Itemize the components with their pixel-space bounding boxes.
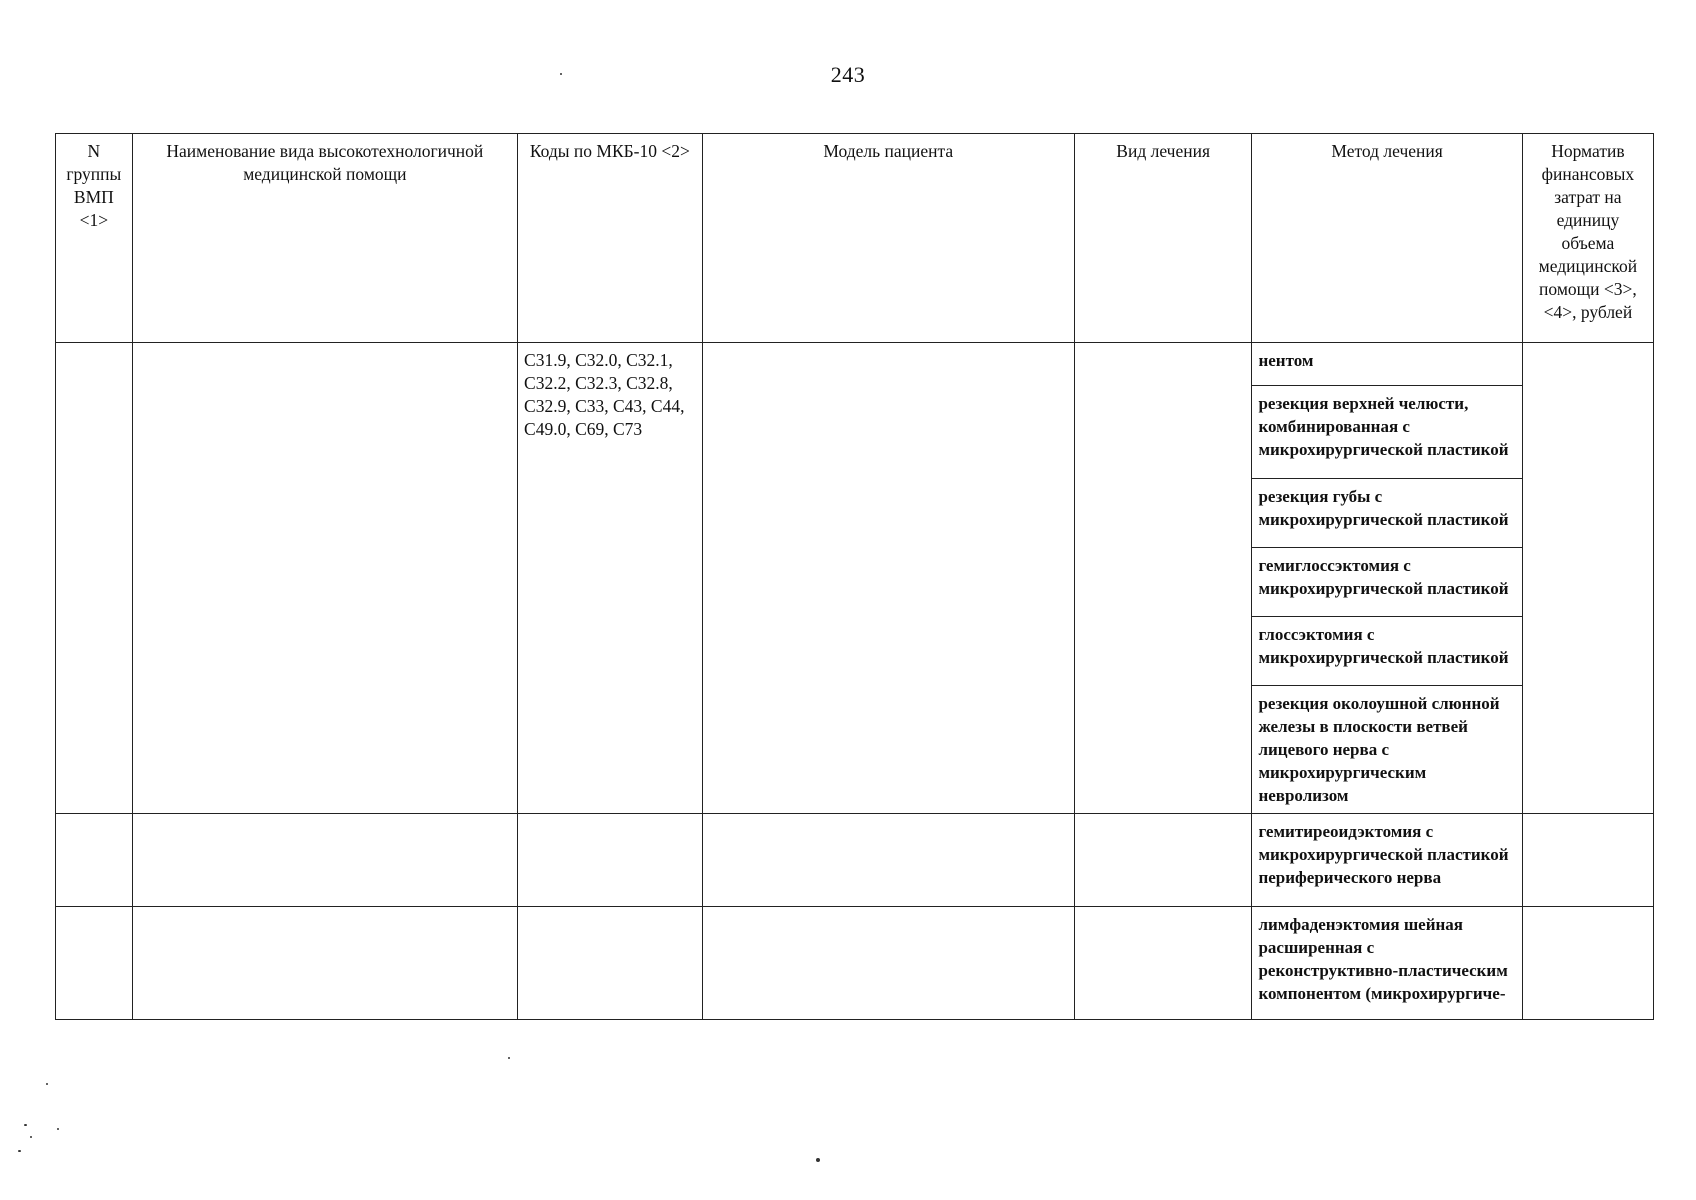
page-number: 243 (830, 62, 866, 87)
scan-speck (560, 73, 562, 75)
header-norm: Норматив финансовых затрат на единицу объема медицинской помощи <3>, <4>, рублей (1522, 134, 1653, 343)
cell-method (1252, 343, 1522, 386)
header-patient-model: Модель пациента (702, 134, 1074, 343)
cell-method (1252, 907, 1522, 1020)
cell-method (1252, 386, 1522, 479)
scan-speck (816, 1158, 820, 1162)
table-row (56, 814, 1654, 907)
table-row (56, 907, 1654, 1020)
header-name: Наименование вида высокотехнологичной медицинской помощи (132, 134, 517, 343)
cell-method (1252, 617, 1522, 686)
cell-n-group (56, 907, 133, 1020)
header-treatment-method: Метод лечения (1252, 134, 1522, 343)
cell-method (1252, 479, 1522, 548)
cell-codes (518, 814, 703, 907)
method-text: резекция верхней челюсти, комбинированная с микрохирургической пластикой (1258, 394, 1509, 459)
scan-speck (57, 1128, 59, 1130)
scan-speck (30, 1136, 32, 1138)
header-codes: Коды по МКБ-10 <2> (518, 134, 703, 343)
cell-method (1252, 548, 1522, 617)
vmp-table (55, 133, 1654, 1020)
cell-name (132, 343, 517, 814)
method-text: лимфаденэктомия шейная расширенная с реконструктивно-пластическим компонентом (микрохирургиче- (1258, 915, 1508, 1003)
cell-name (132, 814, 517, 907)
cell-patient-model (702, 814, 1074, 907)
cell-patient-model (702, 343, 1074, 814)
scan-speck (46, 1083, 48, 1085)
method-text: гемиглоссэктомия с микрохирургической пластикой (1258, 556, 1509, 598)
scan-speck (24, 1124, 27, 1126)
cell-norm (1522, 814, 1653, 907)
cell-patient-model (702, 907, 1074, 1020)
table-row (56, 343, 1654, 386)
method-text: нентом (1258, 351, 1314, 370)
header-treatment-type: Вид лечения (1074, 134, 1252, 343)
cell-treatment-type (1074, 814, 1252, 907)
method-text: резекция околоушной слюнной железы в плоскости ветвей лицевого нерва с микрохирургическим невролизом (1258, 694, 1500, 805)
cell-method (1252, 814, 1522, 907)
scan-speck (508, 1057, 510, 1059)
cell-n-group (56, 814, 133, 907)
cell-norm (1522, 907, 1653, 1020)
cell-codes (518, 907, 703, 1020)
cell-codes: C31.9, C32.0, C32.1, C32.2, C32.3, C32.8, C32.9, C33, C43, C44, C49.0, C69, C73 (518, 343, 703, 814)
cell-n-group (56, 343, 133, 814)
header-n-group: N группы ВМП <1> (56, 134, 133, 343)
method-text: гемитиреоидэктомия с микрохирургической пластикой периферического нерва (1258, 822, 1509, 887)
cell-treatment-type (1074, 343, 1252, 814)
method-text: глоссэктомия с микрохирургической пластикой (1258, 625, 1509, 667)
cell-name (132, 907, 517, 1020)
cell-method (1252, 686, 1522, 814)
cell-norm (1522, 343, 1653, 814)
method-text: резекция губы с микрохирургической пластикой (1258, 487, 1509, 529)
cell-treatment-type (1074, 907, 1252, 1020)
scan-speck (18, 1150, 21, 1152)
header-row (56, 134, 1654, 343)
